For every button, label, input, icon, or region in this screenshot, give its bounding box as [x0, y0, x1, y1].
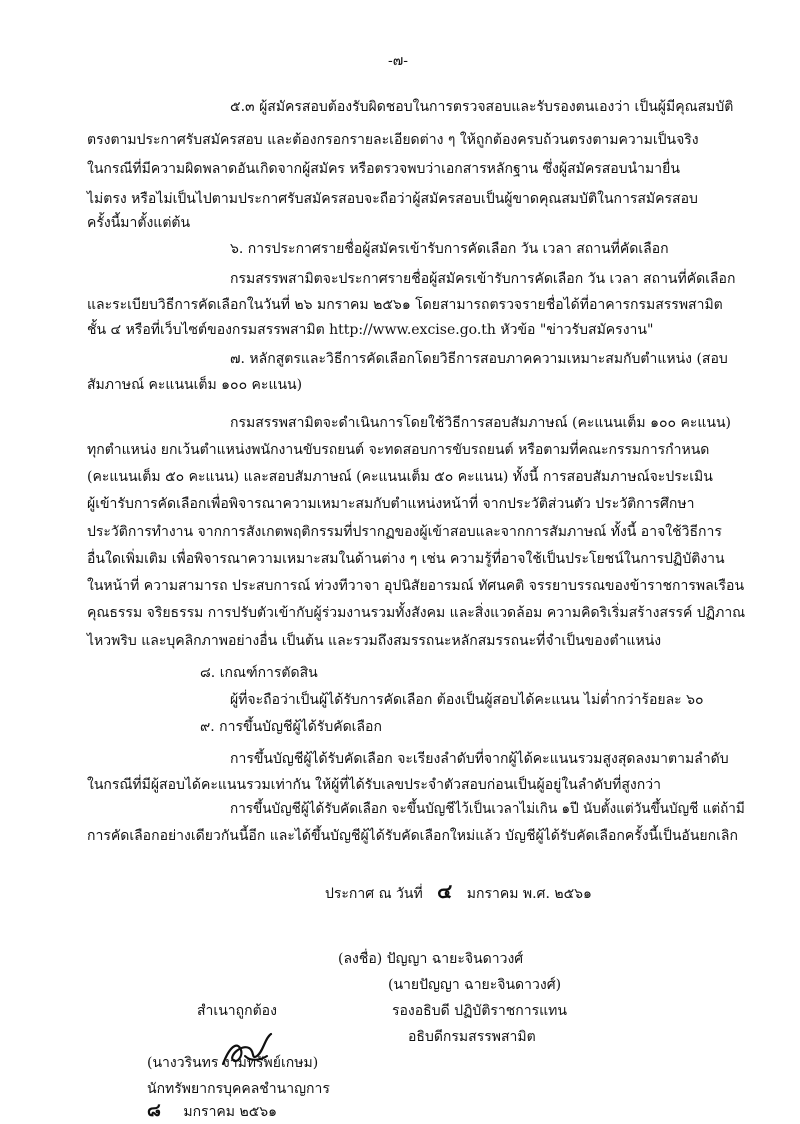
certified-copy-day-handwritten: ๘ [147, 1100, 161, 1121]
section-6-line-2: และระเบียบวิธีการคัดเลือกในวันที่ ๒๖ มกราคม ๒๕๖๑ โดยสามารถตรวจรายชื่อได้ที่อาคารกรมสรรพสามิต [87, 297, 723, 313]
certified-copy-date-rest: มกราคม ๒๕๖๑ [183, 1104, 278, 1120]
announcement-prefix: ประกาศ ณ วันที่ [325, 886, 423, 902]
section-7-line-2: ทุกตำแหน่ง ยกเว้นตำแหน่งพนักงานขับรถยนต์ จะทดสอบการขับรถยนต์ หรือตามที่คณะกรรมการกำหนด [87, 442, 710, 458]
certified-copy-name: (นางวรินทร งามทรัพย์เกษม) [147, 1055, 319, 1071]
section-7-line-5: ประวัติการทำงาน จากการสังเกตพฤติกรรมที่ปรากฏของผู้เข้าสอบและจากการสัมภาษณ์ ทั้งนี้ อาจใช้วิธีการ [87, 524, 722, 540]
section-7-heading-line-1: ๗. หลักสูตรและวิธีการคัดเลือกโดยวิธีการสอบภาคความเหมาะสมกับตำแหน่ง (สอบ [230, 351, 728, 367]
section-7-line-4: ผู้เข้ารับการคัดเลือกเพื่อพิจารณาความเหมาะสมกับตำแหน่งหน้าที่ จากประวัติส่วนตัว ประวัติการศึกษา [87, 496, 695, 512]
section-5-3-line-5: ครั้งนี้มาตั้งแต่ต้น [87, 215, 191, 231]
section-8-line: ผู้ที่จะถือว่าเป็นผู้ได้รับการคัดเลือก ต้องเป็นผู้สอบได้คะแนน ไม่ต่ำกว่าร้อยละ ๖๐ [230, 692, 704, 708]
section-7-line-8: คุณธรรม จริยธรรม การปรับตัวเข้ากับผู้ร่วมงานรวมทั้งสังคม และสิ่งแวดล้อม ความคิดริเริ่มสร้างสรรค์ ปฏิภาณ [87, 605, 746, 621]
section-7-line-3: (คะแนนเต็ม ๕๐ คะแนน) และสอบสัมภาษณ์ (คะแนนเต็ม ๕๐ คะแนน) ทั้งนี้ การสอบสัมภาษณ์จะประเมิน [87, 469, 713, 485]
certified-copy-position: นักทรัพยากรบุคคลชำนาญการ [147, 1081, 330, 1097]
signatory-name: (นายปัญญา ฉายะจินดาวงศ์) [388, 977, 562, 993]
section-7-line-7: ในหน้าที่ ความสามารถ ประสบการณ์ ท่วงทีวาจา อุปนิสัยอารมณ์ ทัศนคติ จรรยาบรรณของข้าราชการพลเรือน [87, 578, 745, 594]
section-5-3-line-2: ตรงตามประกาศรับสมัครสอบ และต้องกรอกรายละเอียดต่าง ๆ ให้ถูกต้องครบถ้วนตรงตามความเป็นจริง [87, 132, 699, 148]
section-9-line-3: การขึ้นบัญชีผู้ได้รับคัดเลือก จะขึ้นบัญชีไว้เป็นเวลาไม่เกิน ๑ปี นับตั้งแต่วันขึ้นบัญชี แต่ถ้ามี [230, 801, 745, 817]
section-7-line-6: อื่นใดเพิ่มเติม เพื่อพิจารณาความเหมาะสมในด้านต่าง ๆ เช่น ความรู้ที่อาจใช้เป็นประโยชน์ในการปฏิบัติงาน [87, 551, 725, 567]
signatory-position-2: อธิบดีกรมสรรพสามิต [408, 1029, 536, 1045]
certified-copy-label: สำเนาถูกต้อง [197, 1003, 277, 1019]
signatory-position-1: รองอธิบดี ปฏิบัติราชการแทน [392, 1003, 567, 1019]
signatory-signed-line: (ลงชื่อ) ปัญญา ฉายะจินดาวงศ์ [338, 951, 524, 967]
section-6-line-3: ชั้น ๔ หรือที่เว็บไซต์ของกรมสรรพสามิต http://www.excise.go.th หัวข้อ "ข่าวรับสมัครงาน" [87, 322, 654, 338]
section-8-heading: ๘. เกณฑ์การตัดสิน [200, 665, 318, 681]
section-6-heading: ๖. การประกาศรายชื่อผู้สมัครเข้ารับการคัดเลือก วัน เวลา สถานที่คัดเลือก [230, 241, 669, 257]
section-5-3-line-4: ไม่ตรง หรือไม่เป็นไปตามประกาศรับสมัครสอบจะถือว่าผู้สมัครสอบเป็นผู้ขาดคุณสมบัติในการสมัครสอบ [87, 191, 698, 207]
section-9-heading: ๙. การขึ้นบัญชีผู้ได้รับคัดเลือก [200, 719, 382, 735]
section-5-3-line-3: ในกรณีที่มีความผิดพลาดอันเกิดจากผู้สมัคร หรือตรวจพบว่าเอกสารหลักฐาน ซึ่งผู้สมัครสอบนำมายื่น [87, 161, 680, 177]
certified-copy-date [147, 1102, 277, 1121]
section-7-line-1: กรมสรรพสามิตจะดำเนินการโดยใช้วิธีการสอบสัมภาษณ์ (คะแนนเต็ม ๑๐๐ คะแนน) [230, 415, 732, 431]
announcement-date [325, 879, 592, 903]
section-7-line-9: ไหวพริบ และบุคลิกภาพอย่างอื่น เป็นต้น และรวมถึงสมรรถนะหลักสมรรถนะที่จำเป็นของตำแหน่ง [87, 633, 662, 649]
section-7-heading-line-2: สัมภาษณ์ คะแนนเต็ม ๑๐๐ คะแนน) [87, 377, 303, 393]
section-6-line-1: กรมสรรพสามิตจะประกาศรายชื่อผู้สมัครเข้ารับการคัดเลือก วัน เวลา สถานที่คัดเลือก [230, 271, 736, 287]
section-9-line-1: การขึ้นบัญชีผู้ได้รับคัดเลือก จะเรียงลำดับที่จากผู้ได้คะแนนรวมสูงสุดลงมาตามลำดับ [230, 751, 729, 767]
announcement-day-handwritten: ๔ [437, 879, 453, 903]
section-5-3-line-1: ๕.๓ ผู้สมัครสอบต้องรับผิดชอบในการตรวจสอบและรับรองตนเองว่า เป็นผู้มีคุณสมบัติ [230, 99, 734, 115]
section-9-line-4: การคัดเลือกอย่างเดียวกันนี้อีก และได้ขึ้นบัญชีผู้ได้รับคัดเลือกใหม่แล้ว บัญชีผู้ได้รับคัดเลือกครั้งนี้เป็นอันยกเลิก [87, 828, 738, 844]
page-number: -๗- [388, 53, 408, 69]
section-9-line-2: ในกรณีที่มีผู้สอบได้คะแนนรวมเท่ากัน ให้ผู้ที่ได้รับเลขประจำตัวสอบก่อนเป็นผู้อยู่ในลำดับที่สูงกว่า [87, 777, 661, 793]
announcement-suffix: มกราคม พ.ศ. ๒๕๖๑ [466, 886, 592, 902]
